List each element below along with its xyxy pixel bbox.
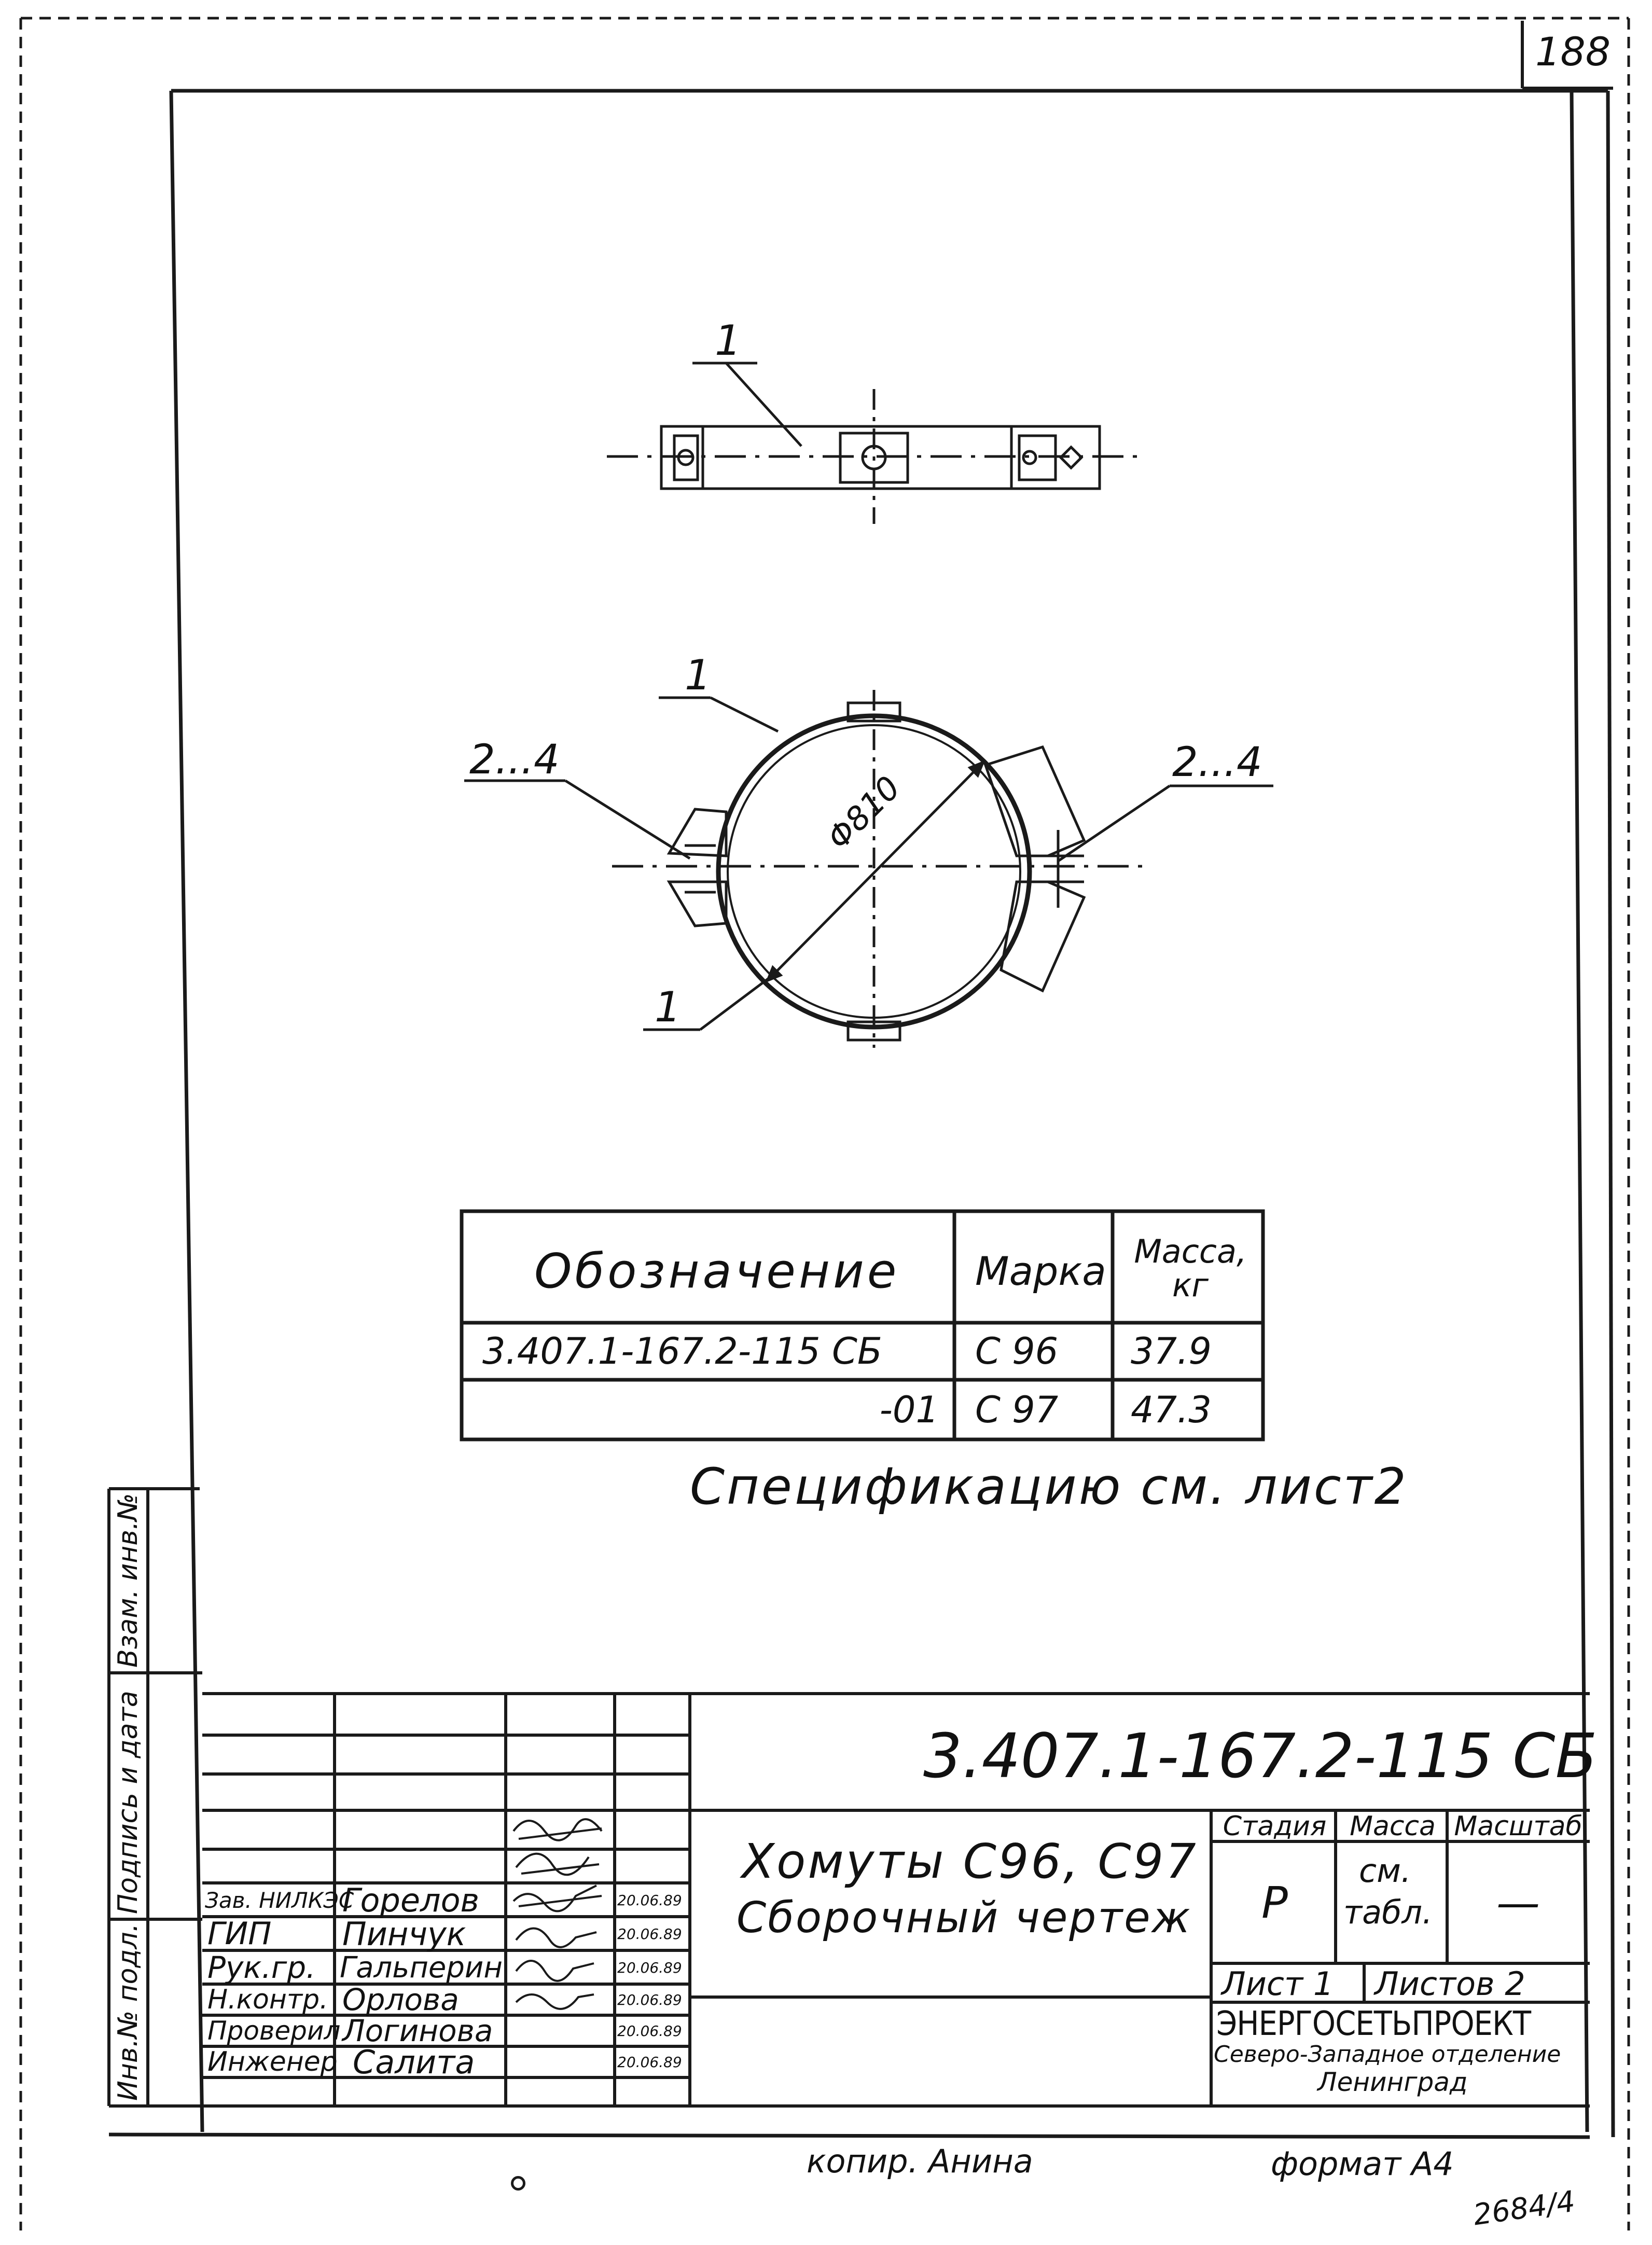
diameter-label: Φ810 — [820, 768, 908, 857]
scale-label: Масштаб — [1454, 1810, 1582, 1842]
staff-name-4: Орлова — [342, 1982, 459, 2017]
copied-by: копир. Анина — [807, 2142, 1033, 2180]
title-block-title-line1: Хомуты С96, С97 — [742, 1834, 1198, 1889]
spec-note: Спецификацию см. лист2 — [690, 1458, 1408, 1516]
staff-role-3: Рук.гр. — [207, 1950, 316, 1985]
org-branch: Северо-Западное отделение — [1214, 2041, 1561, 2068]
side-stamp-replaced-inv: Взам. инв.№ — [113, 1493, 144, 1668]
top-view — [607, 363, 1146, 524]
scale-value: — — [1496, 1877, 1540, 1928]
title-block-code: 3.407.1-167.2-115 СБ — [923, 1720, 1598, 1792]
table-header-mark: Марка — [975, 1248, 1106, 1294]
table-header-designation: Обозначение — [534, 1243, 900, 1299]
stage-label: Стадия — [1223, 1810, 1327, 1842]
org-name: ЭНЕРГОСЕТЬПРОЕКТ — [1216, 2005, 1531, 2043]
staff-date-3: 20.06.89 — [617, 1959, 682, 1976]
table-row-1-designation: 3.407.1-167.2-115 СБ — [482, 1330, 882, 1373]
sheets-label: Листов 2 — [1375, 1964, 1525, 2003]
punch-hole-mark — [511, 2176, 525, 2191]
staff-role-2: ГИП — [207, 1916, 272, 1952]
staff-role-4: Н.контр. — [207, 1984, 328, 2015]
archive-number: 2684/4 — [1471, 2184, 1577, 2233]
callout-front-bottom: 1 — [655, 983, 681, 1031]
staff-name-2: Пинчук — [342, 1915, 466, 1953]
staff-name-3: Гальперин — [340, 1950, 503, 1985]
mass-value-line2: табл. — [1343, 1893, 1433, 1931]
staff-role-6: Инженер — [207, 2046, 338, 2077]
table-header-mass: Масса, кг — [1134, 1232, 1247, 1304]
staff-date-5: 20.06.89 — [617, 2022, 682, 2040]
table-row-2-mark: С 97 — [975, 1388, 1059, 1431]
staff-name-6: Салита — [353, 2043, 475, 2081]
table-row-1-mass: 37.9 — [1131, 1330, 1212, 1373]
table-row-1-mark: С 96 — [975, 1330, 1059, 1373]
mass-label: Масса — [1350, 1810, 1436, 1842]
stage-value: Р — [1261, 1877, 1288, 1928]
side-stamp-signature-date: Подпись и дата — [113, 1690, 144, 1914]
sheet-number: 188 — [1535, 29, 1611, 75]
mass-value-line1: см. — [1359, 1852, 1411, 1890]
staff-date-6: 20.06.89 — [617, 2053, 682, 2071]
staff-date-4: 20.06.89 — [617, 1991, 682, 2008]
front-view — [464, 690, 1273, 1048]
callout-top-view: 1 — [715, 316, 741, 365]
sheet-label: Лист 1 — [1221, 1964, 1334, 2003]
table-row-2-mass: 47.3 — [1131, 1388, 1212, 1431]
staff-role-5: Проверил — [207, 2016, 341, 2046]
staff-name-1: Горелов — [342, 1881, 480, 1919]
staff-date-2: 20.06.89 — [617, 1925, 682, 1943]
callout-front-top: 1 — [685, 651, 711, 699]
callout-front-right: 2...4 — [1172, 739, 1262, 786]
callout-front-left: 2...4 — [469, 737, 560, 783]
staff-name-5: Логинова — [342, 2013, 493, 2048]
org-city: Ленинград — [1317, 2067, 1468, 2097]
side-stamp-inv-no: Инв.№ подл. — [113, 1923, 144, 2101]
table-row-2-designation: -01 — [879, 1388, 939, 1431]
staff-date-1: 20.06.89 — [617, 1891, 682, 1909]
title-block-title-line2: Сборочный чертеж — [737, 1893, 1192, 1943]
staff-role-1: Зав. НИЛКЭС — [205, 1887, 354, 1913]
paper-format: формат А4 — [1271, 2145, 1454, 2183]
